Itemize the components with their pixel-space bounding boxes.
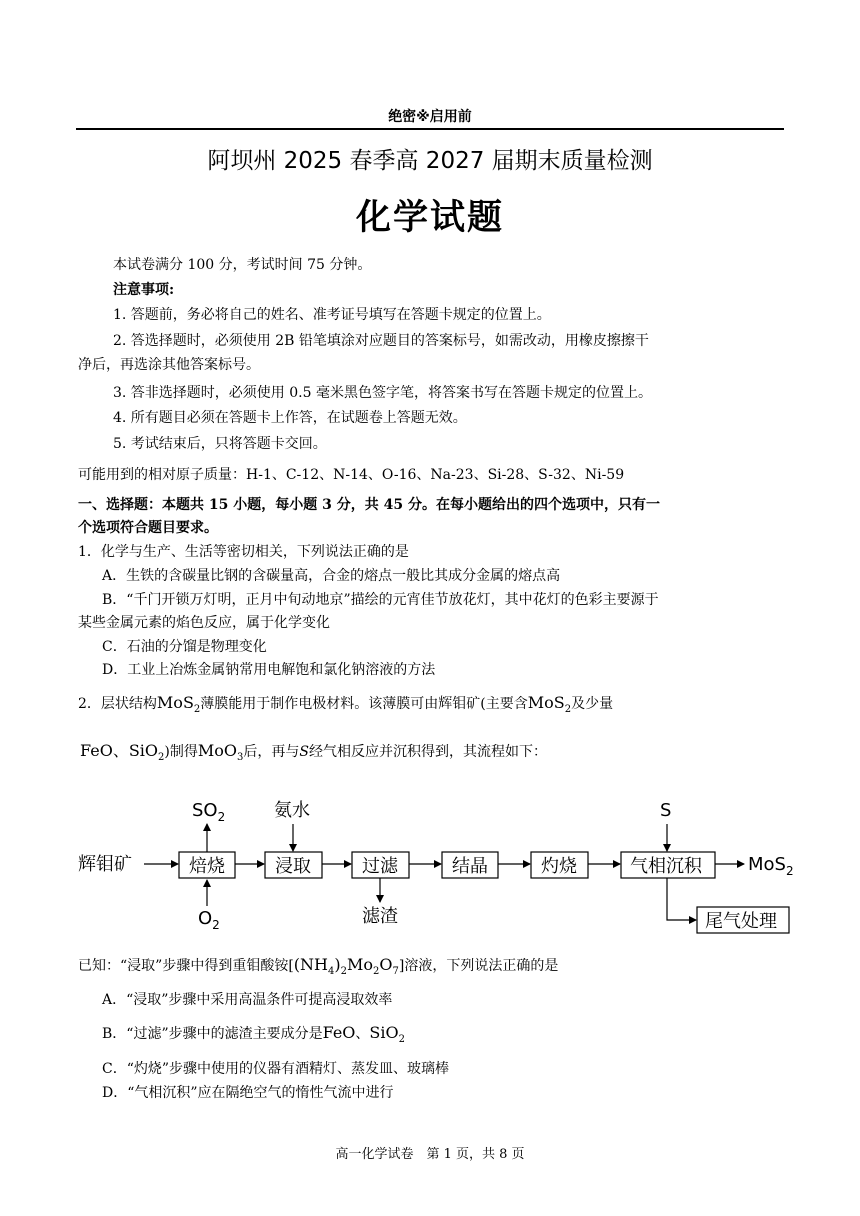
flow-step-crystal: 结晶	[452, 856, 488, 877]
label-residue: 滤渣	[362, 906, 398, 927]
q1-stem: 1．化学与生产、生活等密切相关，下列说法正确的是	[78, 544, 409, 560]
label-o2: $O_2$	[198, 908, 220, 932]
q1-option-b-line2: 某些金属元素的焰色反应，属于化学变化	[78, 615, 330, 631]
page-footer: 高一化学试卷 第 1 页，共 8 页	[335, 1147, 525, 1162]
flow-step-tail: 尾气处理	[705, 911, 777, 932]
flow-input: 辉钼矿	[78, 854, 132, 875]
flow-step-leach: 浸取	[275, 856, 311, 877]
subject-title: 化学试题	[355, 198, 504, 238]
q1-option-c: C．石油的分馏是物理变化	[102, 639, 267, 655]
section1-heading-line2: 个选项符合题目要求。	[78, 520, 218, 536]
note-5: 5. 考试结束后，只将答题卡交回。	[113, 436, 327, 452]
label-product: MoS$_2$	[748, 854, 794, 878]
header-rule	[76, 128, 784, 130]
note-3: 3. 答非选择题时，必须使用 0.5 毫米黑色签字笔，将答案书写在答题卡规定的位置上。	[113, 385, 652, 401]
q2-stem-line2: FeO、SiO$_2$)制得MoO$_3$后，再与S经气相反应并沉积得到，其流程如下：	[80, 741, 547, 764]
section1-heading-line1: 一、选择题：本题共 15 小题，每小题 3 分，共 45 分。在每小题给出的四个选项中，只有一	[78, 497, 660, 513]
note-1: 1. 答题前，务必将自己的姓名、准考证号填写在答题卡规定的位置上。	[113, 307, 551, 323]
note-2-line2: 净后，再选涂其他答案标号。	[78, 357, 260, 373]
exam-info: 本试卷满分 100 分，考试时间 75 分钟。	[113, 257, 372, 273]
flow-step-deposit: 气相沉积	[630, 856, 702, 877]
label-ammonia: 氨水	[274, 800, 310, 821]
q2-stem-line1: 2．层状结构MoS$_2$薄膜能用于制作电极材料。该薄膜可由辉钼矿(主要含MoS$_2$及少量	[78, 693, 614, 716]
exam-title: 阿坝州 2025 春季高 2027 届期末质量检测	[207, 148, 653, 174]
flow-step-calcine: 灼烧	[541, 856, 577, 877]
q2-option-c: C．“灼烧”步骤中使用的仪器有酒精灯、蒸发皿、玻璃棒	[102, 1061, 450, 1077]
arrow-deposit-tail	[667, 878, 696, 920]
q2-option-a: A．“浸取”步骤中采用高温条件可提高浸取效率	[102, 992, 393, 1008]
q2-option-d: D．“气相沉积”应在隔绝空气的惰性气流中进行	[102, 1085, 394, 1101]
q2-known: 已知：“浸取”步骤中得到重钼酸铵$[(NH_4)_2Mo_2O_7]$溶液，下列说法正确的是	[78, 955, 559, 978]
flow-step-roast: 焙烧	[189, 856, 225, 877]
confidential-label: 绝密※启用前	[388, 109, 472, 125]
q1-option-a: A．生铁的含碳量比钢的含碳量高，合金的熔点一般比其成分金属的熔点高	[102, 568, 561, 584]
note-2-line1: 2. 答选择题时，必须使用 2B 铅笔填涂对应题目的答案标号，如需改动，用橡皮擦擦干	[113, 333, 649, 349]
label-sulfur: S	[660, 800, 672, 821]
process-flowchart	[78, 796, 798, 936]
q1-option-b-line1: B．“千门开锁万灯明，正月中旬动地京”描绘的元宵佳节放花灯，其中花灯的色彩主要源于	[102, 592, 659, 608]
q2-option-b: B．“过滤”步骤中的滤渣主要成分是FeO、SiO$_2$	[102, 1023, 405, 1046]
notes-heading: 注意事项:	[113, 282, 175, 298]
label-so2: $SO_2$	[192, 800, 226, 824]
note-4: 4. 所有题目必须在答题卡上作答，在试题卷上答题无效。	[113, 410, 467, 426]
atomic-masses: 可能用到的相对原子质量：H-1、C-12、N-14、O-16、Na-23、Si-28、S-32、Ni-59	[78, 467, 625, 483]
flow-step-filter: 过滤	[362, 856, 398, 877]
q1-option-d: D．工业上冶炼金属钠常用电解饱和氯化钠溶液的方法	[102, 662, 436, 678]
